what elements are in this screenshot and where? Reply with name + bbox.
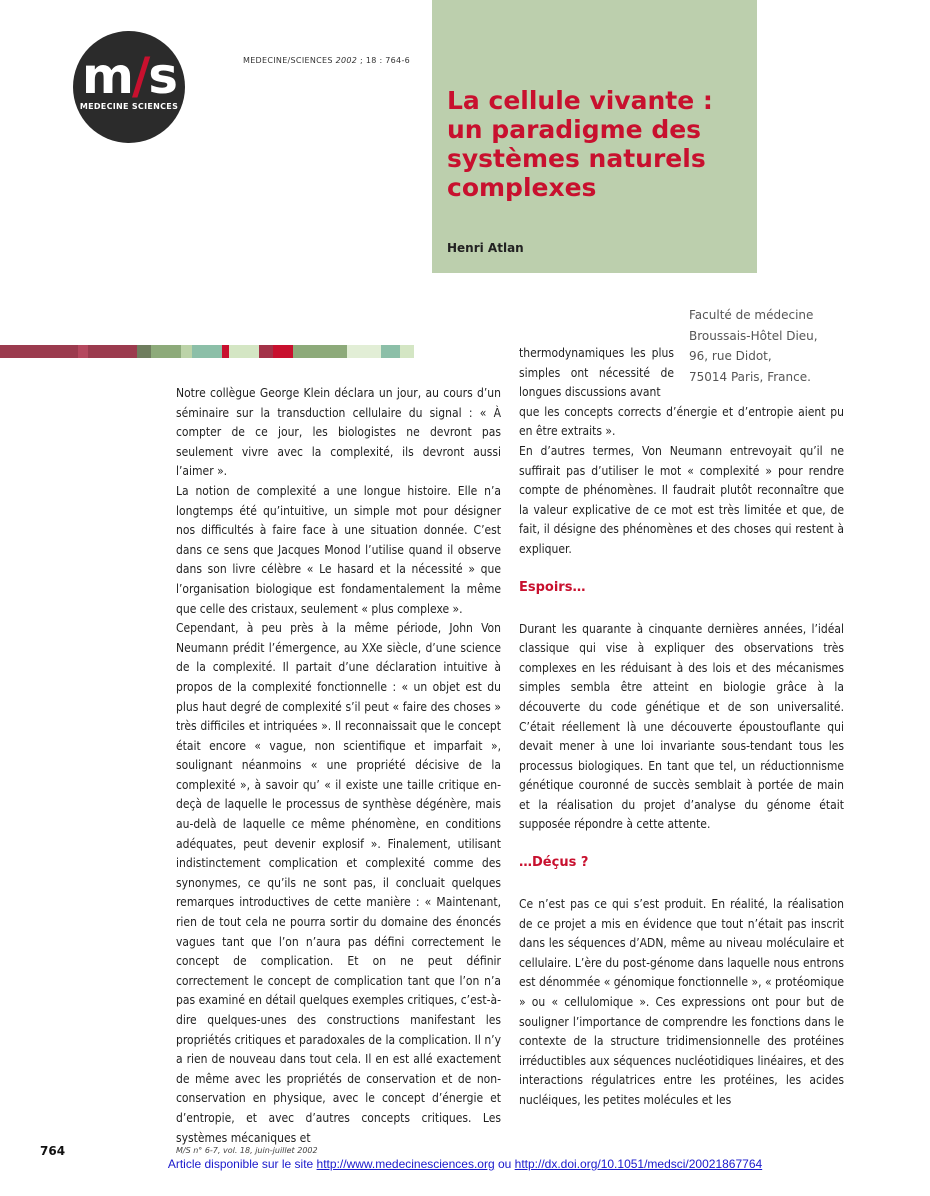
body-paragraph: Cependant, à peu près à la même période, John Von Neumann prédit l’émergence, au XXe siècle, d’une science de la complexité. Il partait d’une déclaration intuitive à propos de la complexité fonctionnelle : « un objet est du plus haut degré de complexité s’il peut « faire des choses » très difficiles et intriquées ». Il reconnaissait que le concept était encore « vague, non scientifique et imparfait », soulignant néanmoins « une propriété décisive de la complexité », à savoir qu’ « il existe une taille critique en-deçà de laquelle le processus de synthèse dégénère, mais au-delà de laquelle ce même phénomène, en conditions adéquates, peut devenir explosif ». Finalement, utilisant indistinctement complication et complexité comme des synonymes, ce qu’ils ne sont pas, il concluait quelques remarques introductives de cette manière : « Maintenant, rien de tout cela ne pourra sortir du domaine des énoncés vagues tant que l’on n’aura pas défini correctement le concept de complication. Et on ne peut définir correctement le concept de complication tant que l’on n’a pas examiné en détail quelques exemples critiques, c’est-à-dire quelques-unes des constructions manifestant les propriétés critiques et paradoxales de la complication. Il n’y a rien de nouveau dans tout cela. Il en est allé exactement de même avec les propriétés de conservation et de non-conservation en physique, avec le concept d’énergie et d’entropie, et avec d’autres concepts critiques. Les systèmes mécaniques et [176, 621, 501, 1145]
journal-ref-suffix: ; 18 : 764-6 [357, 56, 411, 65]
color-bar-segment [192, 345, 221, 358]
affiliation-line: 75014 Paris, France. [689, 369, 811, 384]
color-bar-segment [229, 345, 258, 358]
article-title: La cellule vivante : un paradigme des systèmes naturels complexes [447, 86, 713, 202]
section-heading: …Déçus ? [519, 855, 589, 871]
color-bar-segment [381, 345, 401, 358]
wrapped-lines [519, 344, 674, 403]
color-bar-segment [78, 345, 88, 358]
journal-logo [73, 31, 185, 143]
affiliation-line: Faculté de médecine [689, 308, 814, 322]
color-bar-segment [88, 345, 137, 358]
color-bar-segment [400, 345, 414, 358]
logo-letter-s: s [148, 47, 177, 105]
color-bar-segment [347, 345, 381, 358]
availability-middle: ou [494, 1157, 515, 1171]
journal-ref-prefix: MEDECINE/SCIENCES [243, 56, 336, 65]
logo-subtitle: MEDECINE SCIENCES [79, 102, 179, 111]
color-bar-segment [0, 345, 39, 358]
site-link[interactable]: http://www.medecinesciences.org [316, 1157, 495, 1171]
color-bar-segment [312, 345, 346, 358]
journal-reference [243, 56, 410, 65]
section-heading: Espoirs… [519, 579, 586, 595]
color-bar-segment [137, 345, 152, 358]
body-paragraph: Ce n’est pas ce qui s’est produit. En réalité, la réalisation de ce projet a mis en évidence que tout n’était pas inscrit dans les séquences d’ADN, même au niveau moléculaire et cellulaire. L’ère du post-génome dans laquelle nous entrons est dénommée « génomique fonctionnelle », « protéomique » ou « cellulomique ». Ces expressions ont pour but de souligner l’importance de comprendre les fonctions dans le contexte de la structure tridimensionnelle des protéines irréductibles aux séquences nucléotidiques linéaires, et des interactions régulatrices entre les protéines, les acides nucléiques, les petites molécules et les [519, 897, 844, 1107]
logo-letter-m: m [81, 47, 133, 105]
wrapped-line: longues discussions avant [519, 385, 661, 400]
decorative-color-bar [0, 345, 414, 358]
color-bar-segment [273, 345, 293, 358]
body-column-right [519, 344, 844, 1111]
title-box [432, 0, 757, 273]
availability-prefix: Article disponible sur le site [167, 1157, 317, 1171]
availability-notice [0, 1157, 930, 1171]
body-column-left [176, 384, 501, 1148]
page-number: 764 [40, 1144, 66, 1158]
color-bar-segment [293, 345, 313, 358]
color-bar-segment [39, 345, 78, 358]
wrapped-line: thermodynamiques les plus [519, 346, 674, 360]
wrapped-line: simples ont nécessité de [519, 365, 674, 380]
article-author: Henri Atlan [447, 241, 524, 255]
logo-mark [73, 47, 185, 105]
color-bar-segment [151, 345, 180, 358]
color-bar-segment [222, 345, 230, 358]
body-paragraph: La notion de complexité a une longue histoire. Elle n’a longtemps été qu’intuitive, un simple mot pour désigner nos difficultés à faire face à une situation donnée. C’est dans ce sens que Jacques Monod l’utilise quand il observe dans son livre célèbre « Le hasard et la nécessité » que l’organisation biologique est fondamentalement la même que celle des cristaux, seulement « plus complexe ». [176, 483, 501, 616]
doi-link[interactable]: http://dx.doi.org/10.1051/medsci/20021867764 [514, 1157, 763, 1171]
affiliation-line: 96, rue Didot, [689, 349, 772, 363]
color-bar-segment [181, 345, 193, 358]
color-bar-segment [259, 345, 274, 358]
footer-citation: M/S n° 6-7, vol. 18, juin-juillet 2002 [176, 1146, 318, 1155]
body-paragraph: que les concepts corrects d’énergie et d’entropie aient pu en être extraits ». [519, 404, 844, 439]
body-paragraph: Durant les quarante à cinquante dernières années, l’idéal classique qui vise à expliquer des observations très complexes en les réduisant à des lois et des mécanismes simples sembla être atteint en biologie grâce à la découverte du code génétique et de son universalité. C’était réellement là une découverte époustouflante qui devait mener à une loi invariante sous-tendant tous les processus biologiques. En tant que tel, un réductionnisme génétique couronné de succès semblait à portée de main et la réalisation du projet d’analyse du génome était supposée répondre à cette attente. [519, 621, 844, 832]
affiliation-line: Broussais-Hôtel Dieu, [689, 328, 818, 343]
body-paragraph: Notre collègue George Klein déclara un jour, au cours d’un séminaire sur la transduction cellulaire du signal : « À compter de ce jour, les biologistes ne devront pas seulement vivre avec la complexité, ils devront aussi l’aimer ». [176, 386, 501, 479]
body-paragraph: En d’autres termes, Von Neumann entrevoyait qu’il ne suffirait pas d’utiliser le mot « complexité » pour rendre compte de phénomènes. Il faudrait plutôt reconnaître que la valeur explicative de ce mot est très limitée et que, de fait, il désigne des phénomènes et des choses qui restent à expliquer. [519, 443, 844, 556]
logo-slash: / [132, 47, 149, 105]
journal-ref-year: 2002 [335, 56, 358, 65]
